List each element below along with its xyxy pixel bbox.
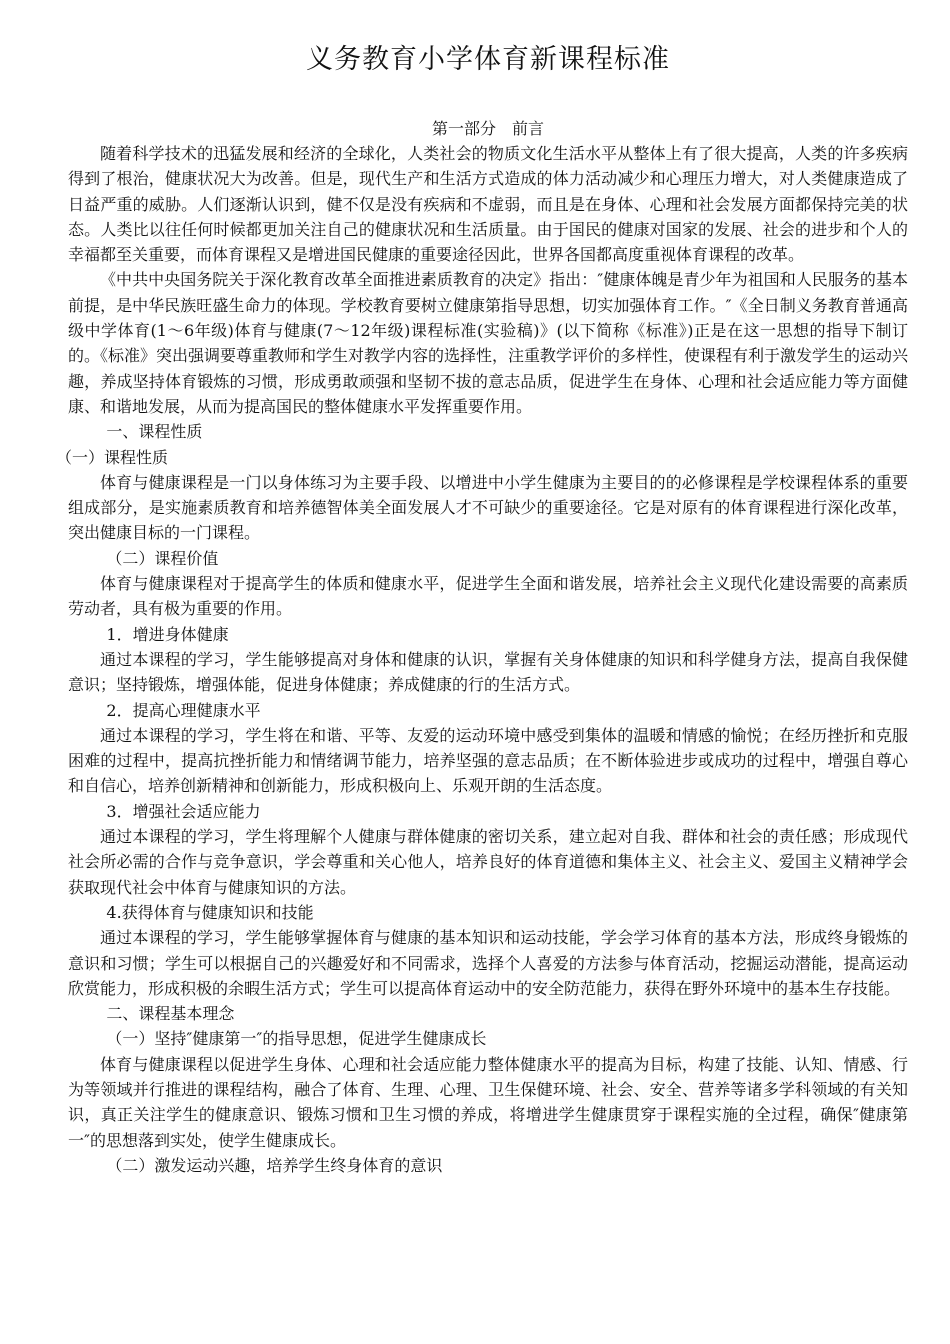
subsection-heading: 2．提高心理健康水平 [106, 700, 261, 720]
paragraph: 通过本课程的学习，学生将在和谐、平等、友爱的运动环境中感受到集体的温暖和情感的愉悦；在经历挫折和克服困难的过程中，提高抗挫折能力和情绪调节能力，培养坚强的意志品质；在不断体验进步或成功的过程中，增强自尊心和自信心，培养创新精神和创新能力，形成积极向上、乐观开朗的生活态度。 [68, 725, 908, 796]
document-page [56, 38, 909, 1178]
paragraph: 《中共中央国务院关于深化教育改革全面推进素质教育的决定》指出：″健康体魄是青少年为祖国和人民服务的基本前提，是中华民族旺盛生命力的体现。学校教育要树立健康第指导思想，切实加强体育工作。″《全日制义务教育普通高级中学体育(1～6年级)体育与健康(7～12年级)课程标准(实验稿)》(以下简称《标准》)正是在这一思想的指导下制订的。《标准》突出强调要尊重教师和学生对教学内容的选择性，注重教学评价的多样性，使课程有利于激发学生的运动兴趣，养成坚持体育锻炼的习惯，形成勇敢顽强和坚韧不拔的意志品质，促进学生在身体、心理和社会适应能力等方面健康、和谐地发展，从而为提高国民的整体健康水平发挥重要作用。 [68, 270, 909, 416]
subsection-heading: 1．增进身体健康 [106, 624, 229, 644]
subsection-heading: 4.获得体育与健康知识和技能 [106, 902, 314, 922]
paragraph: 体育与健康课程对于提高学生的体质和健康水平，促进学生全面和谐发展，培养社会主义现代化建设需要的高素质劳动者，具有极为重要的作用。 [68, 574, 908, 619]
subsection-heading: （二）课程价值 [106, 548, 219, 568]
part-heading: 第一部分 前言 [431, 119, 544, 138]
subsection-heading: 3．增强社会适应能力 [106, 801, 261, 821]
paragraph: 体育与健康课程是一门以身体练习为主要手段、以增进中小学生健康为主要目的的必修课程是学校课程体系的重要组成部分，是实施素质教育和培养德智体美全面发展人才不可缺少的重要途径。它是对原有的体育课程进行深化改革，突出健康目标的一门课程。 [68, 472, 908, 543]
document-title: 义务教育小学体育新课程标准 [306, 44, 670, 75]
paragraph: 通过本课程的学习，学生能够掌握体育与健康的基本知识和运动技能，学会学习体育的基本方法，形成终身锻炼的意识和习惯；学生可以根据自己的兴趣爱好和不同需求，选择个人喜爱的方法参与体育活动，挖掘运动潜能，提高运动欣赏能力，形成积极的余暇生活方式；学生可以提高体育运动中的安全防范能力，获得在野外环境中的基本生存技能。 [68, 928, 908, 998]
subsection-heading: （一）坚持″健康第一″的指导思想，促进学生健康成长 [106, 1029, 487, 1049]
subsection-heading: （一）课程性质 [56, 447, 169, 467]
paragraph: 通过本课程的学习，学生能够提高对身体和健康的认识，掌握有关身体健康的知识和科学健身方法，提高自我保健意识；坚持锻炼，增强体能，促进身体健康；养成健康的行的生活方式。 [68, 649, 908, 695]
paragraph: 体育与健康课程以促进学生身体、心理和社会适应能力整体健康水平的提高为目标，构建了技能、认知、情感、行为等领域并行推进的课程结构，融合了体育、生理、心理、卫生保健环境、社会、安全、营养等诸多学科领域的有关知识，真正关注学生的健康意识、锻炼习惯和卫生习惯的养成，将增进学生健康贯穿于课程实施的全过程，确保″健康第一″的思想落到实处，使学生健康成长。 [68, 1054, 908, 1150]
section-heading: 二、课程基本理念 [106, 1004, 235, 1024]
subsection-heading: （二）激发运动兴趣，培养学生终身体育的意识 [106, 1155, 443, 1175]
paragraph: 通过本课程的学习，学生将理解个人健康与群体健康的密切关系，建立起对自我、群体和社会的责任感；形成现代社会所必需的合作与竞争意识，学会尊重和关心他人，培养良好的体育道德和集体主义、社会主义、爱国主义精神学会获取现代社会中体育与健康知识的方法。 [68, 827, 908, 897]
paragraph: 随着科学技术的迅猛发展和经济的全球化，人类社会的物质文化生活水平从整体上有了很大提高，人类的许多疾病得到了根治，健康状况大为改善。但是，现代生产和生活方式造成的体力活动减少和心理压力增大，对人类健康造成了日益严重的威胁。人们逐渐认识到，健不仅是没有疾病和不虚弱，而且是在身体、心理和社会发展方面都保持完美的状态。人类比以往任何时候都更加关注自己的健康状况和生活质量。由于国民的健康对国家的发展、社会的进步和个人的幸福都至关重要，而体育课程又是增进国民健康的重要途径因此，世界各国都高度重视体育课程的改革。 [68, 144, 908, 265]
section-heading: 一、课程性质 [106, 422, 203, 442]
